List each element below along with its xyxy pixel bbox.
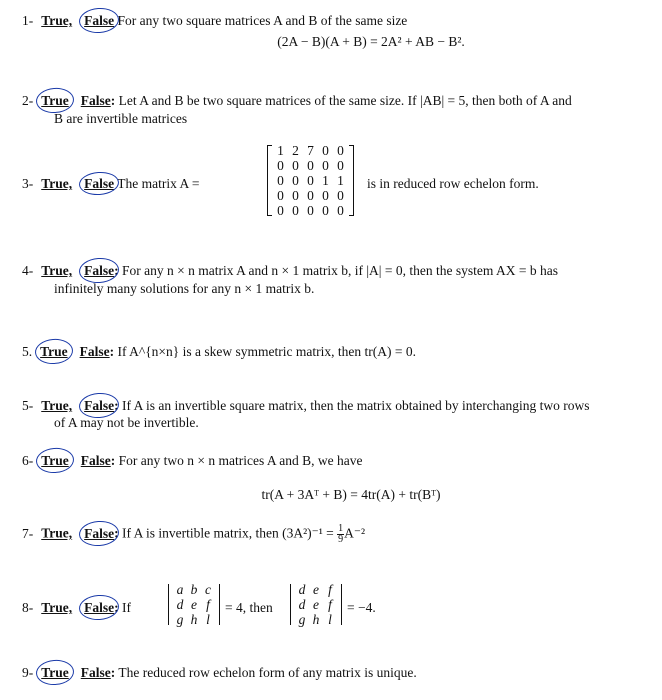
statement: If A is an invertible square matrix, then the matrix obtained by interchanging two rows bbox=[122, 398, 590, 413]
question-5b-cont: of A may not be invertible. bbox=[54, 415, 199, 430]
equation-6: tr(A + 3Aᵀ + B) = 4tr(A) + tr(Bᵀ) bbox=[261, 487, 441, 502]
statement: Let A and B be two square matrices of the same size. If |AB| = 5, then both of A and bbox=[118, 93, 572, 108]
question-7: 7- True, False: If A is invertible matrix, then (3A²)⁻¹ = $\frac{1}{9}$ A⁻² bbox=[22, 523, 366, 545]
question-2: 2- True False: Let A and B be two square matrices of the same size. If |AB| = 5, then both of A and bbox=[22, 93, 572, 108]
statement-mid: = 4, then bbox=[225, 600, 273, 615]
statement: If A is invertible matrix, then (3A²)⁻¹ = bbox=[122, 525, 334, 541]
false-option-circled[interactable]: False bbox=[84, 13, 115, 28]
statement-tail: A⁻² bbox=[344, 525, 366, 541]
question-4: 4- True, False: For any n × n matrix A and n × 1 matrix b, if |A| = 0, then the system AX = b has bbox=[22, 263, 558, 278]
question-4-cont: infinitely many solutions for any n × 1 matrix b. bbox=[54, 281, 315, 296]
statement-lead: If bbox=[122, 600, 131, 615]
statement: For any n × n matrix A and n × 1 matrix b, if |A| = 0, then the system AX = b has bbox=[122, 263, 558, 278]
statement: If A^{n×n} is a skew symmetric matrix, then tr(A) = 0. bbox=[117, 344, 416, 359]
question-8: 8- True, False: If a b c d e f g h l = 4, then d e f d e f g h l = −4. bbox=[22, 582, 376, 627]
question-6: 6- True False: For any two n × n matrices A and B, we have bbox=[22, 453, 363, 468]
matrix-a: 1 2 7 0 0 0 0 0 0 0 0 0 0 1 1 0 0 0 0 0 0 0 0 0 0 bbox=[267, 143, 354, 218]
determinant-1: a b c d e f g h l bbox=[167, 582, 221, 627]
statement-lead: The matrix A = bbox=[117, 176, 200, 191]
question-5b: 5- True, False: If A is an invertible square matrix, then the matrix obtained by interchanging two rows bbox=[22, 398, 590, 413]
false-option-circled[interactable]: False bbox=[84, 398, 115, 413]
true-option[interactable]: True, bbox=[41, 13, 73, 28]
true-option[interactable]: True, bbox=[41, 398, 73, 413]
false-option[interactable]: False bbox=[80, 665, 111, 680]
statement: For any two square matrices A and B of the same size bbox=[117, 13, 408, 28]
statement: For any two n × n matrices A and B, we have bbox=[118, 453, 363, 468]
false-option[interactable]: False bbox=[80, 453, 111, 468]
false-option[interactable]: False bbox=[79, 344, 110, 359]
true-option-circled[interactable]: True bbox=[41, 93, 69, 108]
false-option-circled[interactable]: False bbox=[84, 525, 115, 541]
false-option-circled[interactable]: False bbox=[84, 176, 115, 191]
true-option[interactable]: True, bbox=[41, 525, 73, 541]
question-1: 1- True, False For any two square matrices A and B of the same size bbox=[22, 13, 408, 28]
question-5a: 5. True False: If A^{n×n} is a skew symmetric matrix, then tr(A) = 0. bbox=[22, 344, 416, 359]
true-option[interactable]: True, bbox=[41, 263, 73, 278]
question-2-cont: B are invertible matrices bbox=[54, 111, 188, 126]
false-option[interactable]: False bbox=[80, 93, 111, 108]
false-option-circled[interactable]: False bbox=[84, 263, 115, 278]
question-9: 9- True False: The reduced row echelon form of any matrix is unique. bbox=[22, 665, 417, 680]
true-option[interactable]: True, bbox=[41, 600, 73, 615]
true-option-circled[interactable]: True bbox=[40, 344, 68, 359]
false-option-circled[interactable]: False bbox=[84, 600, 115, 615]
statement: The reduced row echelon form of any matrix is unique. bbox=[118, 665, 417, 680]
true-option[interactable]: True, bbox=[41, 176, 73, 191]
equation-1: (2A − B)(A + B) = 2A² + AB − B². bbox=[277, 34, 465, 49]
true-option-circled[interactable]: True bbox=[41, 453, 69, 468]
statement-tail: is in reduced row echelon form. bbox=[367, 176, 539, 191]
statement-tail: = −4. bbox=[347, 600, 376, 615]
fraction-one-ninth: $\frac{1}{9}$ bbox=[338, 523, 344, 545]
true-option-circled[interactable]: True bbox=[41, 665, 69, 680]
determinant-2: d e f d e f g h l bbox=[289, 582, 343, 627]
